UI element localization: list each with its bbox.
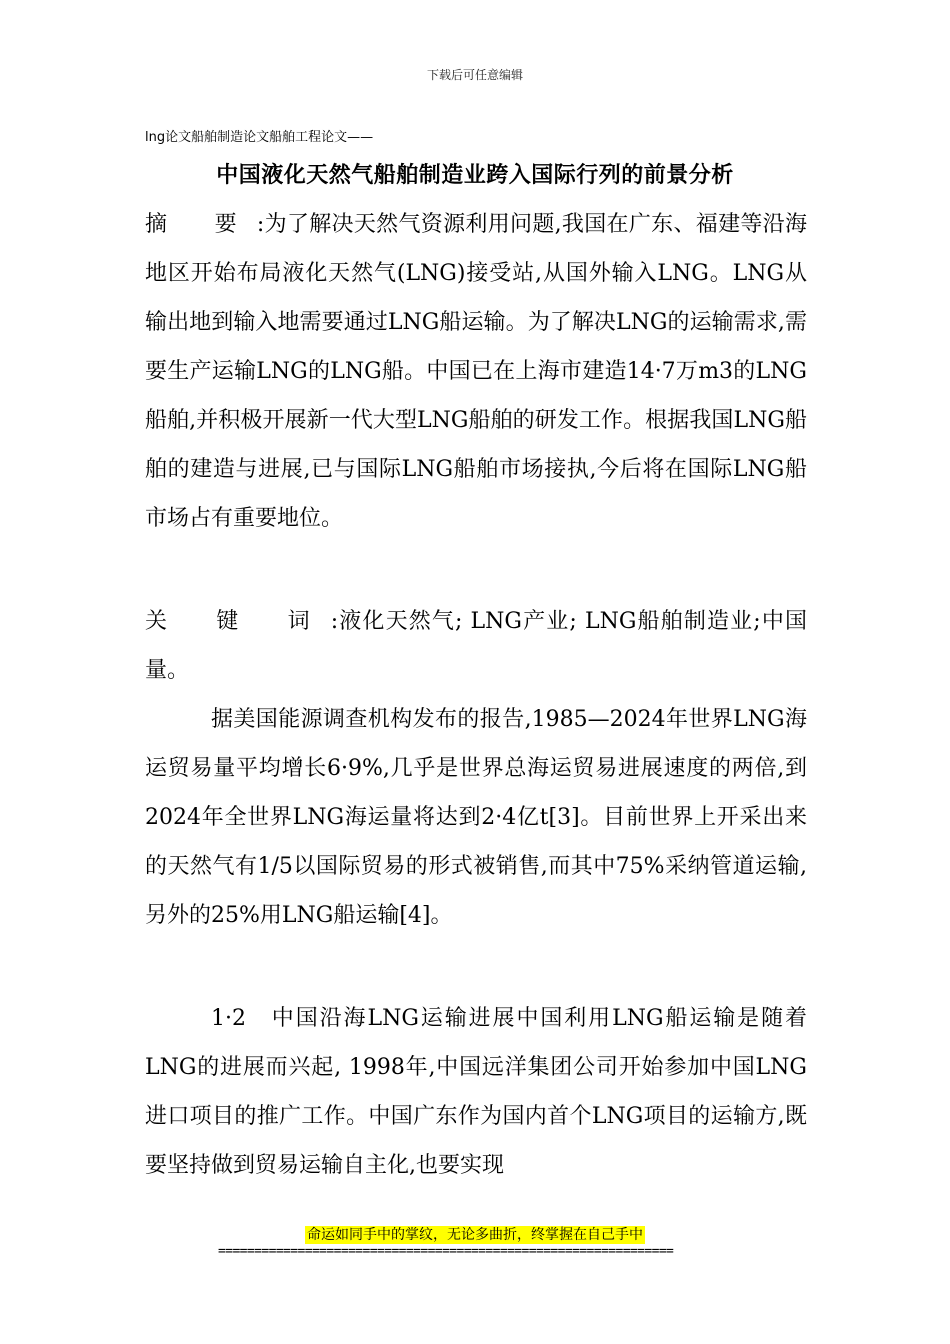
body-paragraph: 据美国能源调查机构发布的报告,1985—2024年世界LNG海运贸易量平均增长6·9%,几乎是世界总海运贸易进展速度的两倍,到2024年全世界LNG海运量将达到2·4亿t[3]。目前世界上开采出来的天然气有1/5以国际贸易的形式被销售,而其中75%采纳管道运输,另外的25%用LNG船运输[4]。 — [145, 707, 807, 928]
footer-motto — [0, 1224, 950, 1244]
abstract-section — [145, 200, 807, 543]
download-note: 下载后可任意编辑 — [426, 68, 523, 82]
abstract-label: 摘 要 — [145, 212, 257, 237]
keywords-label: 关 键 词 — [145, 609, 331, 634]
document-title: 中国液化天然气船舶制造业跨入国际行列的前景分析 — [216, 163, 734, 188]
category-tag-line: lng论文船舶制造论文船舶工程论文—— — [145, 130, 374, 145]
footer-divider: =============================================================== — [218, 1245, 674, 1259]
footer-motto-text: 命运如同手中的掌纹，无论多曲折，终掌握在自己手中 — [307, 1227, 643, 1243]
body-paragraph: 1·2 中国沿海LNG运输进展中国利用LNG船运输是随着LNG的进展而兴起, 1998年,中国远洋集团公司开始参加中国LNG进口项目的推广工作。中国广东作为国内首个LNG项目的运输方,既要坚持做到贸易运输自主化,也要实现 — [145, 1006, 807, 1178]
keywords-text: :液化天然气; LNG产业; LNG船舶制造业;中国量。 — [145, 609, 807, 683]
abstract-text: :为了解决天然气资源利用问题,我国在广东、福建等沿海地区开始布局液化天然气(LNG)接受站,从国外输入LNG。LNG从输出地到输入地需要通过LNG船运输。为了解决LNG的运输需求,需要生产运输LNG的LNG船。中国已在上海市建造14·7万m3的LNG船舶,并积极开展新一代大型LNG船舶的研发工作。根据我国LNG船舶的建造与进展,已与国际LNG船舶市场接执,今后将在国际LNG船市场占有重要地位。 — [145, 212, 807, 531]
keywords-section — [145, 597, 807, 695]
